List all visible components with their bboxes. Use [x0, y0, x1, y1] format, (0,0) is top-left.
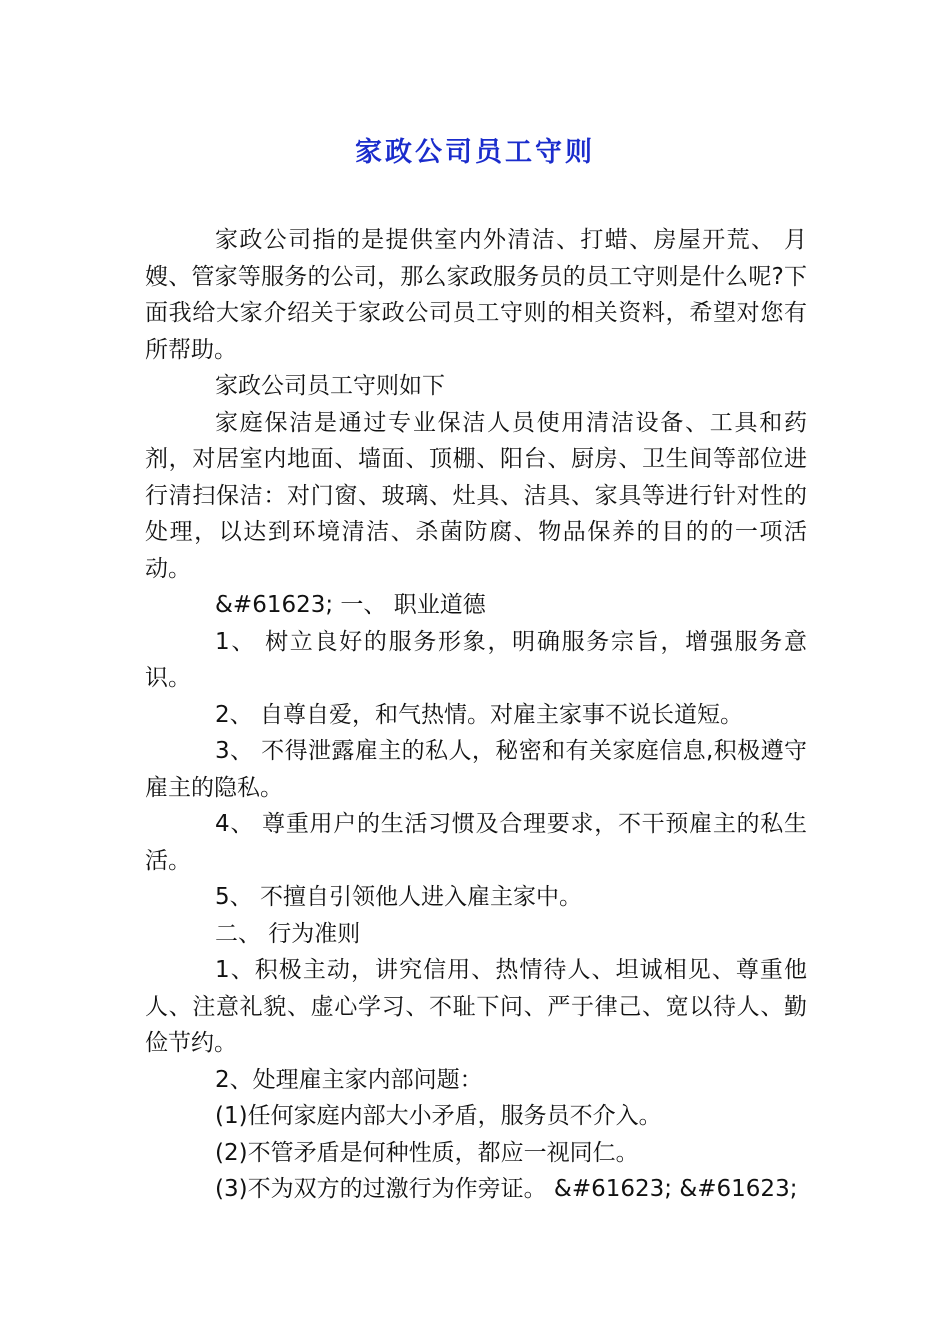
paragraph-cleaning: 家庭保洁是通过专业保洁人员使用清洁设备、工具和药剂，对居室内地面、墙面、顶棚、阳台、厨房、卫生间等部位进行清扫保洁：对门窗、玻璃、灶具、洁具、家具等进行针对性的处理，以达到环境清洁、杀菌防腐、物品保养的目的的一项活动。 [145, 409, 807, 582]
page-title: 家政公司员工守则 [355, 137, 595, 168]
list-item: 1、积极主动，讲究信用、热情待人、坦诚相见、尊重他人、注意礼貌、虚心学习、不耻下问、严于律己、宽以待人、勤俭节约。 [145, 957, 807, 1056]
document-body [145, 222, 807, 1208]
list-item: 1、 树立良好的服务形象，明确服务宗旨，增强服务意识。 [145, 628, 807, 691]
section-heading-conduct: 二、 行为准则 [215, 920, 361, 947]
paragraph-heading-rules: 家政公司员工守则如下 [215, 373, 445, 399]
list-item: 5、 不擅自引领他人进入雇主家中。 [215, 884, 582, 910]
sub-list-item: (2)不管矛盾是何种性质，都应一视同仁。 [215, 1139, 639, 1166]
sub-list-item: (3)不为双方的过激行为作旁证。 &#61623; &#61623; [215, 1176, 798, 1202]
sub-list-item: (1)任何家庭内部大小矛盾，服务员不介入。 [215, 1103, 662, 1129]
paragraph-intro: 家政公司指的是提供室内外清洁、打蜡、房屋开荒、 月嫂、管家等服务的公司，那么家政服务员的员工守则是什么呢?下面我给大家介绍关于家政公司员工守则的相关资料，希望对您有所帮助。 [145, 227, 807, 363]
list-item: 4、 尊重用户的生活习惯及合理要求，不干预雇主的私生活。 [145, 811, 807, 874]
list-item: 3、 不得泄露雇主的私人，秘密和有关家庭信息,积极遵守雇主的隐私。 [145, 738, 807, 801]
list-item: 2、 自尊自爱，和气热情。对雇主家事不说长道短。 [215, 701, 743, 728]
list-item: 2、处理雇主家内部问题： [215, 1066, 483, 1093]
section-heading-ethics: &#61623; 一、 职业道德 [215, 592, 486, 618]
